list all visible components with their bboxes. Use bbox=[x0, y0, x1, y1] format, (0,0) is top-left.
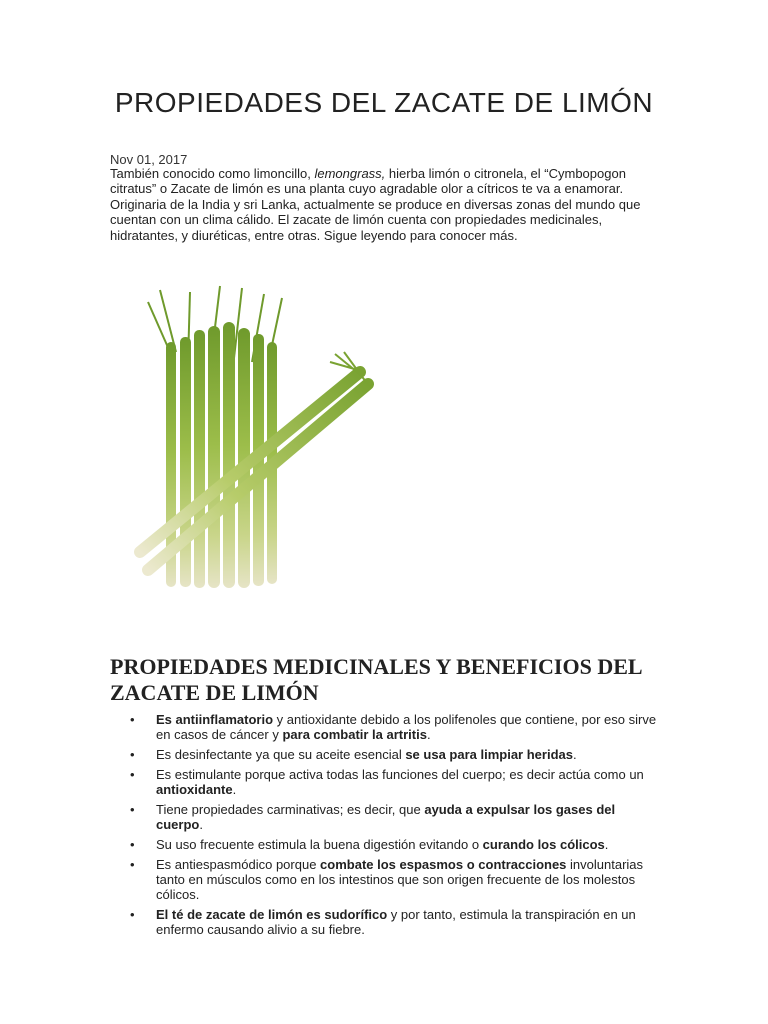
item-text: . bbox=[232, 782, 237, 797]
list-item bbox=[110, 802, 658, 832]
item-text: y por tanto, estimula la transpiración en un enfermo causando alivio a su fiebre. bbox=[156, 907, 636, 937]
list-item bbox=[110, 907, 658, 937]
upright-stalks bbox=[148, 286, 282, 588]
item-bold: para combatir la artritis bbox=[282, 727, 427, 742]
item-text: . bbox=[572, 747, 577, 762]
item-text: Es estimulante porque activa todas las funciones del cuerpo; es decir actúa como un bbox=[156, 767, 644, 782]
lemongrass-image bbox=[130, 282, 380, 592]
item-text: Tiene propiedades carminativas; es decir, que bbox=[156, 802, 425, 817]
list-item bbox=[110, 712, 658, 742]
item-text: Es antiespasmódico porque bbox=[156, 857, 321, 872]
list-item bbox=[110, 837, 658, 852]
lemongrass-illustration bbox=[130, 282, 380, 592]
item-bold: Es antiinflamatorio bbox=[156, 712, 274, 727]
intro-text-2: hierba limón o citronela, el “Cymbopogon citratus” o Zacate de limón es una planta cuyo agradable olor a cítricos te va a enamorar. Originaria de la India y sri Lanka, actualmente se produce en diversas zonas del mundo que cuentan con un clima cálido. El zacate de limón cuenta con propiedades medicinales, hidratantes, y diuréticas, entre otras. Sigue leyendo para conocer más. bbox=[110, 166, 641, 243]
properties-list bbox=[110, 712, 658, 942]
item-text: y antioxidante debido a los polifenoles que contiene, por eso sirve en casos de cáncer y bbox=[156, 712, 657, 742]
item-bold: curando los cólicos bbox=[482, 837, 605, 852]
item-text: Es desinfectante ya que su aceite esencial bbox=[156, 747, 406, 762]
list-item bbox=[110, 747, 658, 762]
item-text: . bbox=[199, 817, 203, 832]
section-heading: PROPIEDADES MEDICINALES Y BENEFICIOS DEL ZACATE DE LIMÓN bbox=[110, 654, 642, 705]
list-item bbox=[110, 857, 658, 902]
list-item bbox=[110, 767, 658, 797]
item-text: Su uso frecuente estimula la buena digestión evitando o bbox=[156, 837, 483, 852]
item-text: . bbox=[426, 727, 431, 742]
page-title: PROPIEDADES DEL ZACATE DE LIMÓN bbox=[114, 87, 654, 118]
intro-italic: lemongrass, bbox=[314, 166, 386, 181]
item-bold: se usa para limpiar heridas bbox=[405, 747, 573, 762]
item-bold: antioxidante bbox=[156, 782, 233, 797]
item-bold: combate los espasmos o contracciones bbox=[320, 857, 567, 872]
item-bold: El té de zacate de limón es sudorífico bbox=[156, 907, 388, 922]
publish-date: Nov 01, 2017 bbox=[110, 152, 188, 167]
item-bold: ayuda a expulsar los gases del cuerpo bbox=[156, 802, 616, 832]
item-text: . bbox=[604, 837, 609, 852]
intro-text-1: También conocido como limoncillo, bbox=[110, 166, 315, 181]
intro-paragraph bbox=[110, 166, 658, 243]
item-text: involuntarias tanto en músculos como en los intestinos que son origen frecuente de los molestos cólicos. bbox=[156, 857, 644, 902]
